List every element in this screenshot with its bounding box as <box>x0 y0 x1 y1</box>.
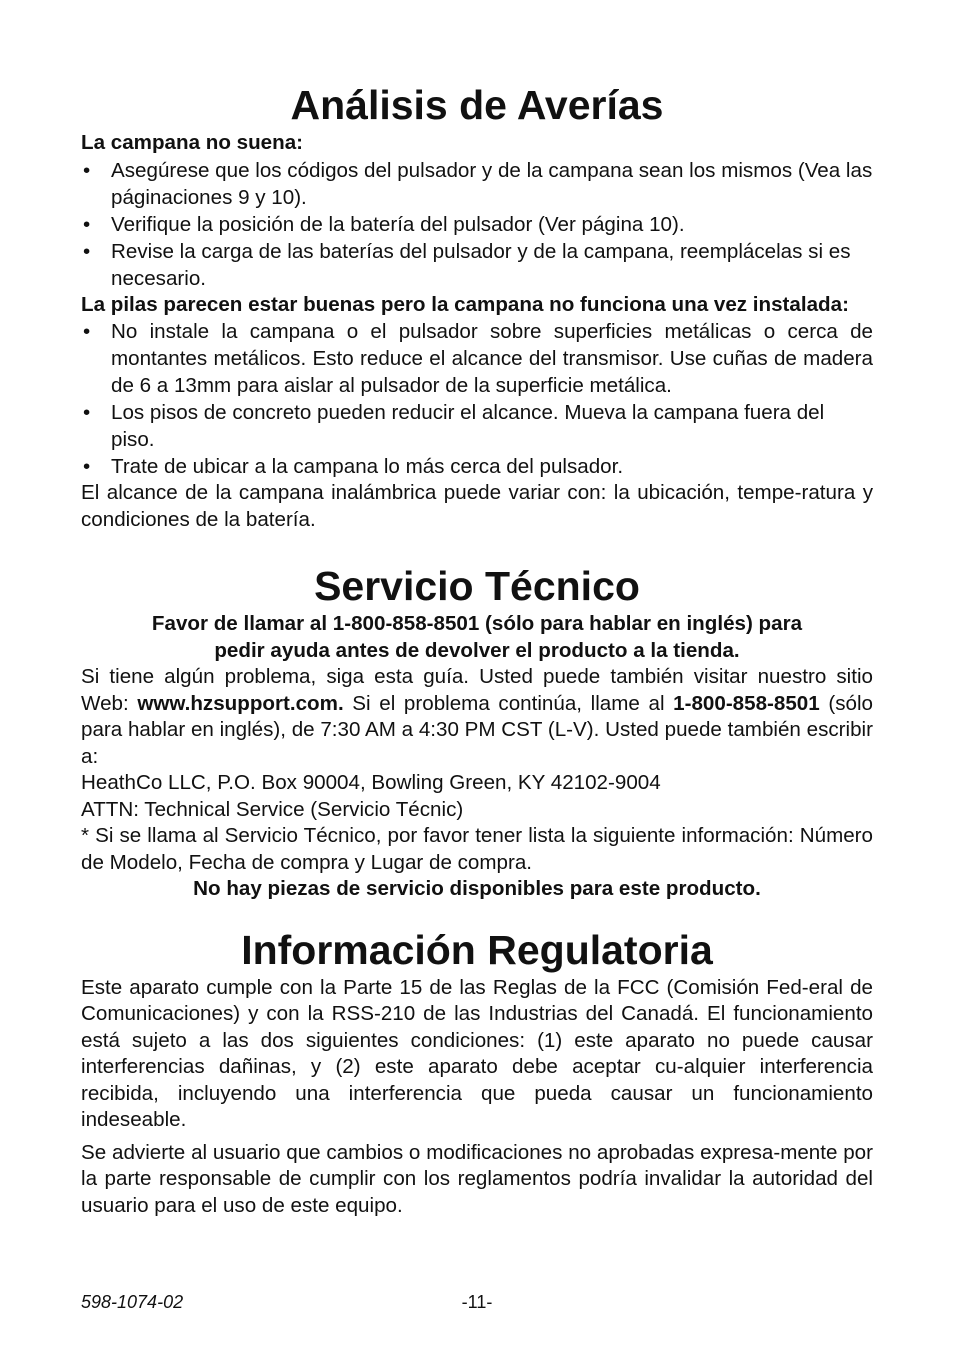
no-ring-subheading: La campana no suena: <box>81 131 304 154</box>
list-item: • No instale la campana o el pulsador sobre superficies metálicas o cerca de montantes metálicos. Esto reduce el alcance del transmisor. Use cuñas de madera de 6 a 13mm para aislar al pulsador de la superficie metálica. <box>83 320 873 397</box>
list-item: • Los pisos de concreto pueden reducir el alcance. Mueva la campana fuera del piso. <box>83 401 825 451</box>
list-item: • Trate de ubicar a la campana lo más cerca del pulsador. <box>83 455 624 478</box>
list-item: • Asegúrese que los códigos del pulsador y de la campana sean los mismos (Vea las páginaciones 9 y 10). <box>83 158 873 209</box>
modification-warning: Se advierte al usuario que cambios o modificaciones no aprobadas expresa-mente por la parte responsable de cumplir con los reglamentos podría invalidar la autoridad del usuario para el uso de este equipo. <box>81 1140 873 1217</box>
call-line-1: Favor de llamar al 1-800-858-8501 (sólo para hablar en inglés) para <box>151 612 803 635</box>
document-number: 598-1074-02 <box>81 1292 184 1312</box>
service-paragraph: Si tiene algún problema, siga esta guía. Usted puede también visitar nuestro sitio Web: www.hzsupport.com. Si el problema continúa, llame al 1-800-858-8501 (sólo para hablar en inglés), de 7:30 AM a 4:30 PM CST (L-V). Usted puede también escribir a: <box>81 665 873 768</box>
troubleshooting-title: Análisis de Averías <box>290 82 664 128</box>
list-item: • Revise la carga de las baterías del pulsador y de la campana, reemplácelas si es necesario. <box>83 239 851 290</box>
list-item: • Verifique la posición de la batería del pulsador (Ver página 10). <box>83 212 685 236</box>
call-line-2: pedir ayuda antes de devolver el producto a la tienda. <box>214 638 740 662</box>
range-note: El alcance de la campana inalámbrica puede variar con: la ubicación, tempe-ratura y condiciones de la batería. <box>81 481 873 531</box>
attention-line: ATTN: Technical Service (Servicio Técnic) <box>81 797 464 821</box>
no-parts-notice: No hay piezas de servicio disponibles para este producto. <box>193 877 761 900</box>
mailing-address: HeathCo LLC, P.O. Box 90004, Bowling Green, KY 42102-9004 <box>81 771 661 794</box>
support-phone-number: 1-800-858-8501 <box>673 691 820 715</box>
info-note: * Si se llama al Servicio Técnico, por favor tener lista la siguiente información: Número de Modelo, Fecha de compra y Lugar de compra. <box>81 824 873 874</box>
page-content <box>81 80 873 1219</box>
page-number: -11- <box>461 1292 493 1312</box>
technical-service-title: Servicio Técnico <box>314 563 640 609</box>
fcc-paragraph: Este aparato cumple con la Parte 15 de las Reglas de la FCC (Comisión Fed-eral de Comunicaciones) y con la RSS-210 de las Industrias del Canadá. El funcionamiento está sujeto a las dos siguientes condiciones: (1) este aparato no puede causar interferencias dañinas, y (2) este aparato debe aceptar cu-alquier interferencia recibida, incluyendo una interferencia que pueda causar un funcionamiento indeseable. <box>81 975 873 1131</box>
support-website-link[interactable]: www.hzsupport.com. <box>137 691 344 715</box>
batteries-ok-list <box>81 318 873 480</box>
no-ring-list <box>81 157 873 292</box>
regulatory-title: Información Regulatoria <box>241 926 713 973</box>
batteries-ok-subheading: La pilas parecen estar buenas pero la campana no funciona una vez instalada: <box>81 292 849 316</box>
